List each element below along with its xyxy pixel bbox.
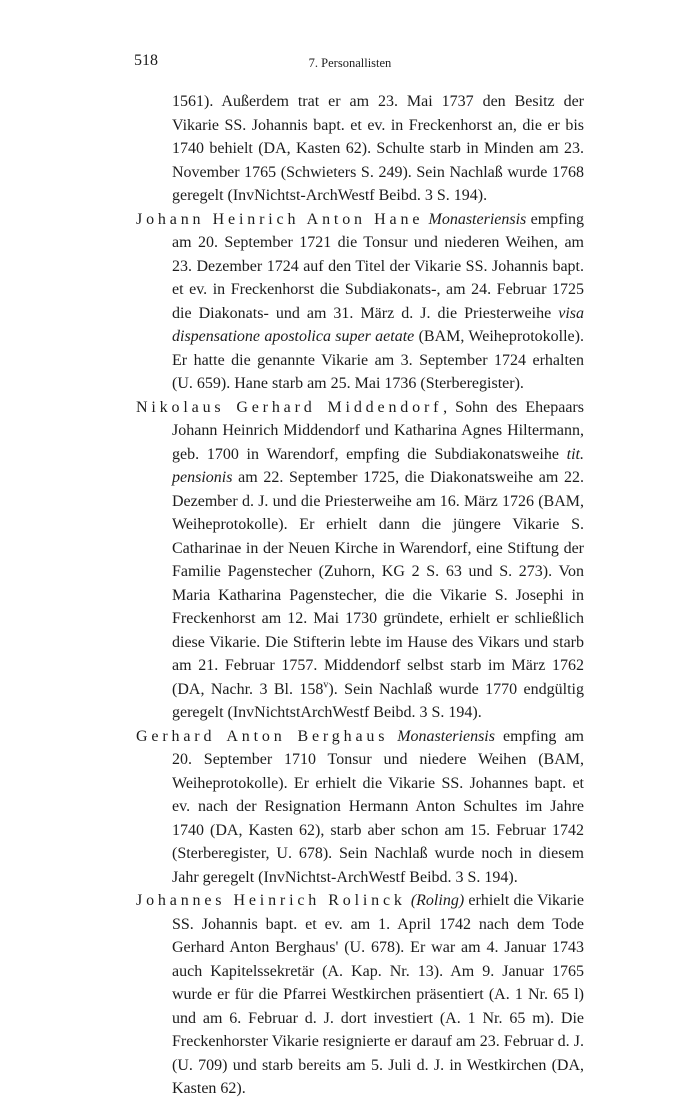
entry-text: empfing am 20. September 1710 Tonsur und niedere Weihen (BAM, Weiheprotokolle). Er erhielt die Vikarie SS. Johannes bapt. et ev. nach der Resignation Hermann Anton Schultes im Jahre 1740 (DA, Kasten 62), starb aber schon am 15. Februar 1742 (Sterberegister, U. 678). Sein Nachlaß wurde noch in diesem Jahr geregelt (InvNichtst-ArchWestf Beibd. 3 S. 194). (172, 727, 584, 886)
entry-name: Gerhard Anton Berghaus (136, 727, 389, 745)
entry-name: Johannes Heinrich Rolinck (136, 892, 406, 909)
entry-italic: (Roling) (410, 892, 465, 909)
entry-text: ). Sein Nachlaß wurde 1770 endgültig geregelt (InvNichtstArchWestf Beibd. 3 S. 194). (172, 680, 584, 721)
entry-text (389, 728, 397, 745)
superscript: v (323, 679, 329, 691)
entry-text: erhielt die Vikarie SS. Johannis bapt. et ev. am 1. April 1742 nach dem Tode Gerhard Anton Berghaus' (U. 678). Er war am 4. Januar 1743 auch Kapitelssekretär (A. Kap. Nr. 13). Am 9. Januar 1765 wurde er für die Pfarrei Westkirchen präsentiert (A. 1 Nr. 65 l) und am 6. Februar d. J. dort investiert (A. 1 Nr. 65 m). Die Freckenhorster Vikarie resignierte er darauf am 23. Februar d. J. (U. 709) und starb bereits am 5. Juli d. J. in Westkirchen (DA, Kasten 62). (172, 892, 585, 1097)
entry-italic: visa dispensatione apostolica super aetate (172, 304, 584, 345)
entry-italic: tit. pensionis (172, 445, 584, 486)
page-number: 518 (134, 52, 158, 69)
text-block (136, 90, 584, 1101)
entry-text: am 22. September 1725, die Diakonatsweihe am 22. Dezember d. J. und die Priesterweihe am 16. März 1726 (BAM, Weiheprotokolle). Er erhielt dann die jüngere Vikarie S. Catharinae in der Neuen Kirche in Warendorf, eine Stiftung der Familie Pagenstecher (Zuhorn, KG 2 S. 63 und S. 273). Von Maria Katharina Pagenstecher, die die Vikarie S. Josephi in Freckenhorst am 12. Mai 1730 gründete, erhielt er schließlich diese Vikarie. Die Stifterin lebte im Hause des Vikars und starb am 21. Februar 1757. Middendorf selbst starb im März 1762 (DA, Nachr. 3 Bl. 158 (172, 469, 584, 698)
entry-middendorf (136, 396, 584, 725)
entry-text: (BAM, Weiheprotokolle). Er hatte die genannte Vikarie am 3. September 1724 erhalten (U. 659). Hane starb am 25. Mai 1736 (Sterberegister). (172, 328, 584, 392)
entry-name: Johann Heinrich Anton Hane (136, 210, 424, 228)
entry-hane (136, 208, 584, 396)
entry-text: empfing am 20. September 1721 die Tonsur und niederen Weihen, am 23. Dezember 1724 auf den Titel der Vikarie SS. Johannis bapt. et ev. in Freckenhorst die Subdiakonats-, am 24. Februar 1725 die Diakonats- und am 31. März d. J. die Priesterweihe (172, 210, 584, 322)
entry-italic: Monasteriensis (397, 727, 495, 745)
entry-name: Nikolaus Gerhard Middendorf (136, 398, 443, 416)
entry-text: , Sohn des Ehepaars Johann Heinrich Middendorf und Katharina Agnes Hiltermann, geb. 1700 in Warendorf, empfing die Subdiakonatsweihe (172, 398, 584, 463)
entry-continuation (136, 90, 584, 208)
entry-berghaus (136, 725, 584, 890)
entry-rolinck (136, 889, 584, 1101)
entry-text: 1561). Außerdem trat er am 23. Mai 1737 den Besitz der Vikarie SS. Johannis bapt. et ev. in Freckenhorst an, die er bis 1740 behielt (DA, Kasten 62). Schulte starb in Minden am 23. November 1765 (Schwieters S. 249). Sein Nachlaß wurde 1768 geregelt (InvNichtst-ArchWestf Beibd. 3 S. 194). (172, 93, 584, 204)
running-head: 7. Personallisten (308, 56, 392, 70)
entry-italic: Monasteriensis (428, 210, 527, 228)
